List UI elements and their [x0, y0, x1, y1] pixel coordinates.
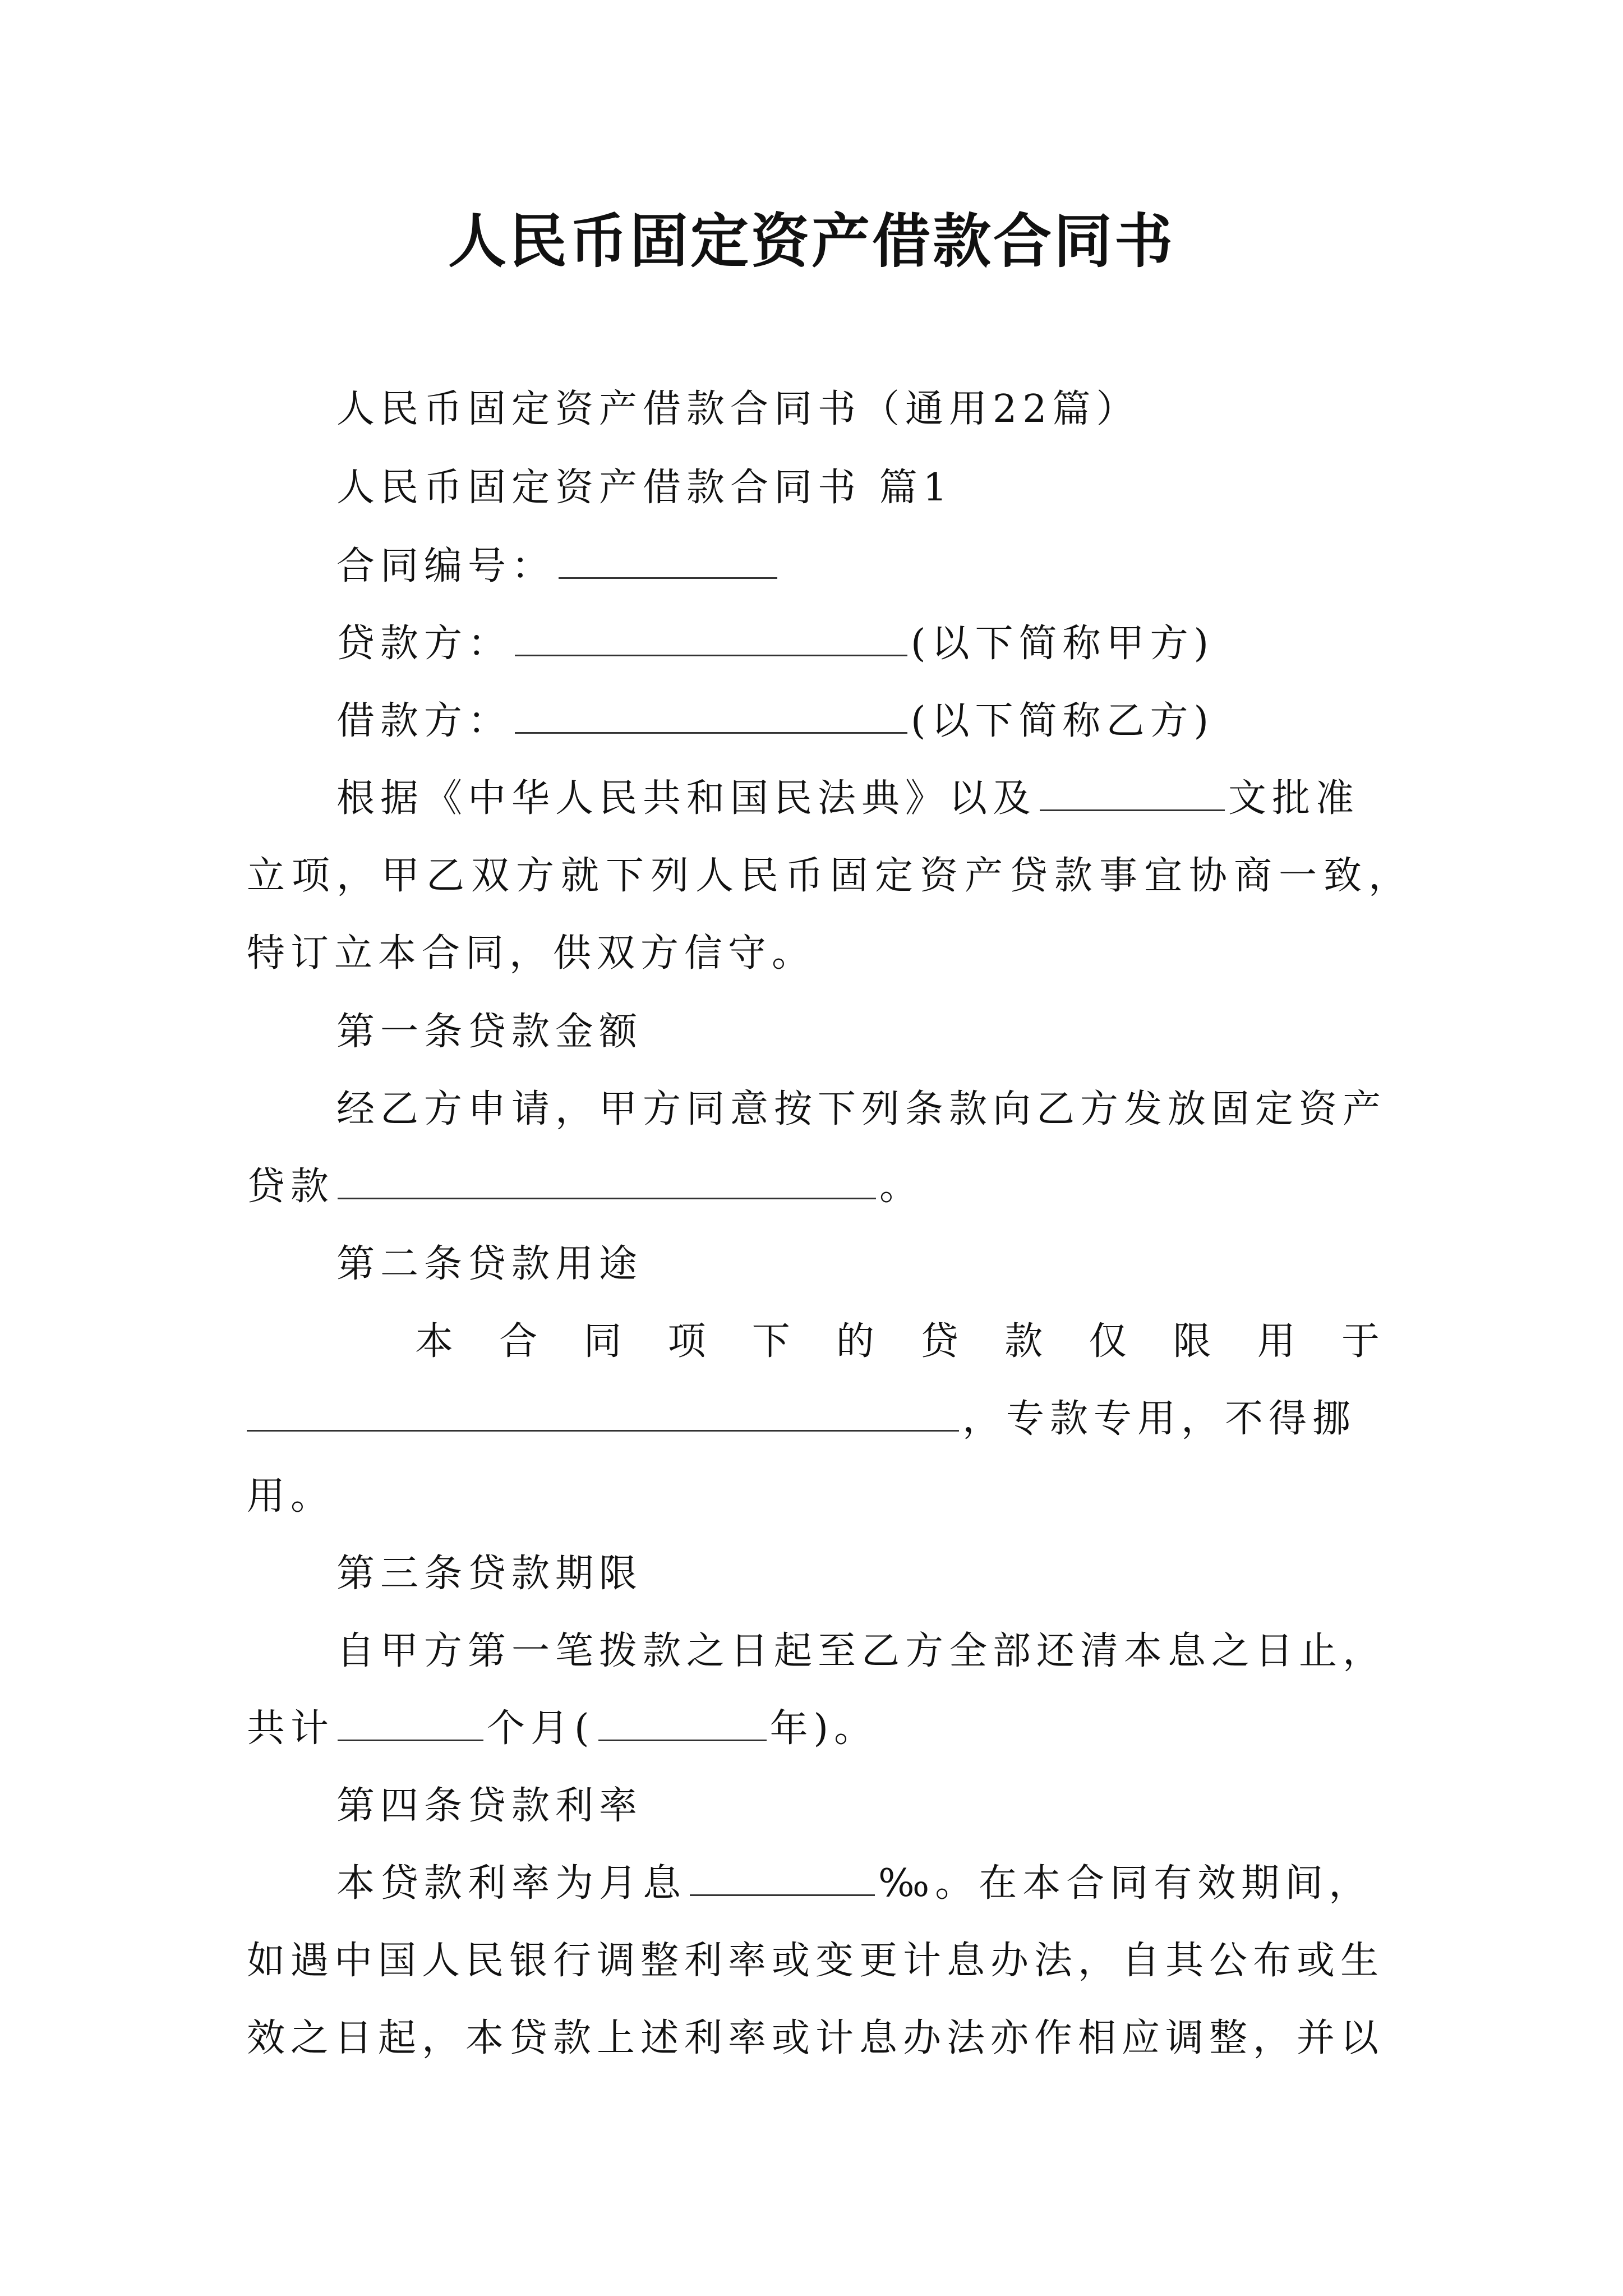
interest-rate-blank: [690, 1857, 875, 1896]
article-2-title: 第二条贷款用途: [336, 1242, 643, 1286]
basis-line-1: [336, 771, 1385, 827]
article-2-char: 项: [667, 1319, 706, 1364]
article-4-line-2: 如遇中国人民银行调整利率或变更计息办法，自其公布或生: [247, 1939, 1385, 1983]
article-2-char: 合: [499, 1319, 538, 1364]
borrower-blank: [515, 695, 907, 734]
article-2-char: 款: [1004, 1319, 1043, 1364]
article-3-line-2: [247, 1701, 1385, 1757]
lender-line: [336, 616, 1385, 672]
article-2-char: 本: [415, 1319, 454, 1364]
months-blank: [338, 1703, 483, 1741]
article-1-line-1: 经乙方申请，甲方同意按下列条款向乙方发放固定资产: [336, 1087, 1387, 1131]
article-3-title: 第三条贷款期限: [336, 1552, 643, 1596]
years-blank: [598, 1703, 767, 1741]
article-1-title: 第一条贷款金额: [336, 1010, 643, 1054]
basis-line-2: 立项，甲乙双方就下列人民币固定资产贷款事宜协商一致，: [247, 854, 1414, 898]
months-label: 个月(: [487, 1706, 595, 1751]
total-label: 共计: [247, 1706, 335, 1751]
approval-doc-blank: [1040, 772, 1225, 811]
loan-purpose-blank: [247, 1393, 959, 1432]
lender-suffix: (以下简称甲方): [911, 622, 1215, 666]
chapter-heading: 人民币固定资产借款合同书 篇1: [336, 466, 953, 510]
article-2-line-1: [415, 1314, 1380, 1370]
interest-text: ‰。在本合同有效期间，: [878, 1861, 1373, 1906]
article-2-char: 的: [836, 1319, 874, 1364]
interest-label: 本贷款利率为月息: [336, 1861, 687, 1906]
article-2-text: ，专款专用，不得挪: [962, 1397, 1357, 1441]
article-2-char: 用: [1257, 1319, 1295, 1364]
lender-blank: [515, 618, 907, 656]
basis-text-a: 根据《中华人民共和国民法典》以及: [336, 776, 1037, 821]
lender-label: 贷款方：: [336, 622, 512, 666]
article-2-line-2: [247, 1391, 1385, 1447]
borrower-label: 借款方：: [336, 699, 512, 743]
article-2-char: 同: [583, 1319, 622, 1364]
article-4-title: 第四条贷款利率: [336, 1784, 643, 1828]
article-2-char: 下: [751, 1319, 790, 1364]
article-2-char: 贷: [920, 1319, 959, 1364]
article-2-line-3: 用。: [247, 1474, 335, 1519]
basis-line-3: 特订立本合同，供双方信守。: [247, 931, 816, 976]
subtitle-line: 人民币固定资产借款合同书（通用22篇）: [336, 387, 1140, 431]
document-title: 人民币固定资产借款合同书: [448, 206, 1175, 275]
article-3-line-1: 自甲方第一笔拨款之日起至乙方全部还清本息之日止，: [336, 1629, 1387, 1673]
loan-period-mark: 。: [879, 1165, 924, 1209]
contract-number-line: [336, 539, 1385, 595]
years-label: 年)。: [769, 1706, 878, 1751]
article-4-line-1: [336, 1856, 1385, 1912]
borrower-line: [336, 693, 1385, 749]
article-1-line-2: [247, 1159, 1385, 1215]
basis-text-b: 文批准: [1228, 776, 1360, 821]
contract-number-label: 合同编号：: [336, 544, 556, 588]
article-2-char: 于: [1341, 1319, 1380, 1364]
article-4-line-3: 效之日起，本贷款上述利率或计息办法亦作相应调整，并以: [247, 2016, 1385, 2060]
loan-amount-blank: [338, 1161, 876, 1199]
contract-number-blank: [559, 540, 777, 579]
article-2-char: 限: [1173, 1319, 1211, 1364]
article-2-char: 仅: [1089, 1319, 1127, 1364]
loan-label: 贷款: [247, 1165, 335, 1209]
borrower-suffix: (以下简称乙方): [911, 699, 1215, 743]
